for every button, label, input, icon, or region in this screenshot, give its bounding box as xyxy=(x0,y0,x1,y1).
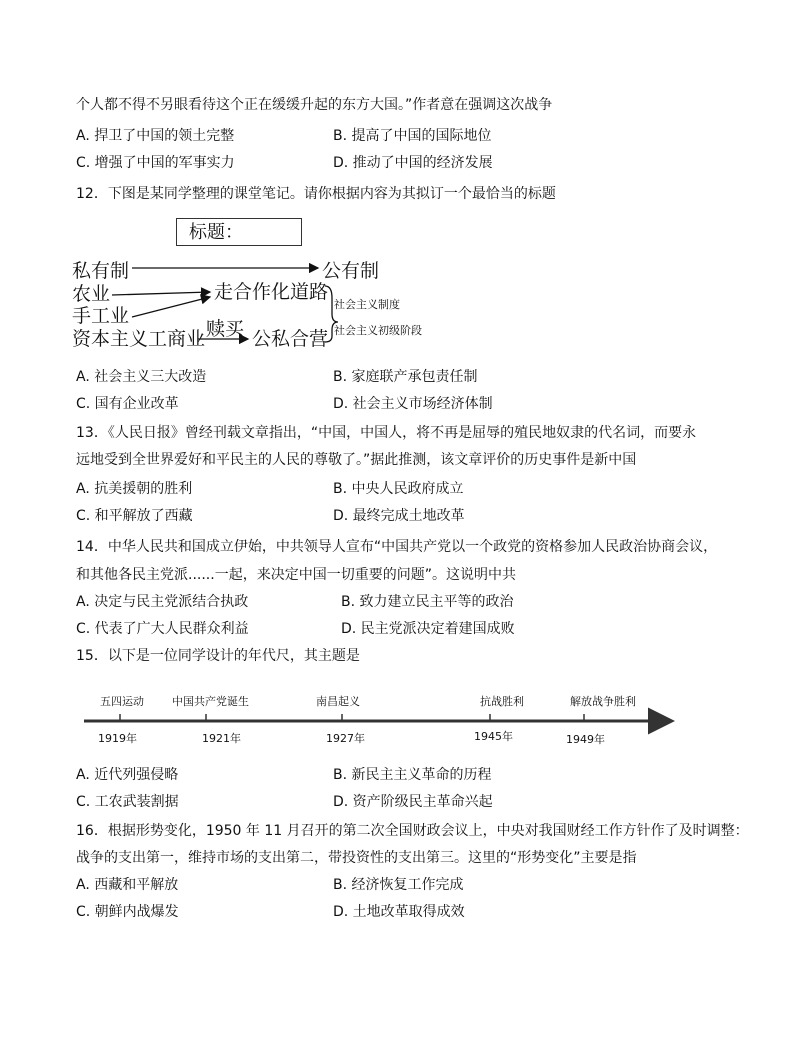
event-cpc-founded: 中国共产党诞生 xyxy=(172,695,249,708)
arrow-handicraft xyxy=(132,297,210,317)
q15-option-d: D. 资产阶级民主革命兴起 xyxy=(333,794,493,810)
label-public: 公有制 xyxy=(322,260,380,282)
arrow-agriculture xyxy=(112,292,210,295)
q15-option-b: B. 新民主主义革命的历程 xyxy=(333,767,492,783)
q12-option-d: D. 社会主义市场经济体制 xyxy=(333,396,493,412)
q14-option-c: C. 代表了广大人民群众利益 xyxy=(76,621,249,637)
q15-option-c: C. 工农武装割据 xyxy=(76,794,179,810)
event-nanchang: 南昌起义 xyxy=(316,695,360,708)
year-1927: 1927年 xyxy=(326,732,365,745)
label-cooperative: 走合作化道路 xyxy=(214,281,329,303)
event-anti-japanese-victory: 抗战胜利 xyxy=(480,695,524,708)
q16-option-b: B. 经济恢复工作完成 xyxy=(333,877,464,893)
q12-stem: 12．下图是某同学整理的课堂笔记。请你根据内容为其拟订一个最恰当的标题 xyxy=(76,186,556,202)
event-may-fourth: 五四运动 xyxy=(100,695,144,708)
q11-option-d: D. 推动了中国的经济发展 xyxy=(333,155,493,171)
year-1921: 1921年 xyxy=(202,732,241,745)
q14-option-d: D. 民主党派决定着建国成败 xyxy=(341,621,515,637)
label-private: 私有制 xyxy=(72,260,130,282)
q16-option-c: C. 朝鲜内战爆发 xyxy=(76,904,179,920)
q11-option-b: B. 提高了中国的国际地位 xyxy=(333,128,492,144)
label-capitalist: 资本主义工商业 xyxy=(72,328,206,350)
q12-option-b: B. 家庭联产承包责任制 xyxy=(333,369,478,385)
year-1945: 1945年 xyxy=(474,730,513,743)
q16-stem-line2: 战争的支出第一，维持市场的支出第二，带投资性的支出第三。这里的“形势变化”主要是指 xyxy=(76,850,637,866)
q13-option-d: D. 最终完成土地改革 xyxy=(333,508,465,524)
label-joint: 公私合营 xyxy=(252,328,329,350)
q11-option-a: A. 捍卫了中国的领土完整 xyxy=(76,128,235,144)
q16-option-d: D. 土地改革取得成效 xyxy=(333,904,465,920)
note-primary-stage: 社会主义初级阶段 xyxy=(334,324,422,337)
q14-option-b: B. 致力建立民主平等的政治 xyxy=(341,594,514,610)
title-label: 标题： xyxy=(189,222,243,243)
label-handicraft: 手工业 xyxy=(72,305,130,327)
q14-stem-line1: 14．中华人民共和国成立伊始，中共领导人宣布“中国共产党以一个政党的资格参加人民政治协商会议， xyxy=(76,539,718,555)
note-socialist-system: 社会主义制度 xyxy=(334,298,400,311)
q11-option-c: C. 增强了中国的军事实力 xyxy=(76,155,235,171)
q13-option-a: A. 抗美援朝的胜利 xyxy=(76,481,193,497)
q16-stem-line1: 16．根据形势变化，1950 年 11 月召开的第二次全国财政会议上，中央对我国财经工作方针作了及时调整： xyxy=(76,823,749,839)
q12-option-c: C. 国有企业改革 xyxy=(76,396,179,412)
label-agriculture: 农业 xyxy=(72,283,111,305)
q12-option-a: A. 社会主义三大改造 xyxy=(76,369,207,385)
q15-timeline xyxy=(84,690,684,750)
q12-notes-diagram xyxy=(70,218,430,358)
q14-option-a: A. 决定与民主党派结合执政 xyxy=(76,594,249,610)
q13-option-b: B. 中央人民政府成立 xyxy=(333,481,464,497)
q14-stem-line2: 和其他各民主党派......一起，来决定中国一切重要的问题”。这说明中共 xyxy=(76,567,516,583)
q11-stem: 个人都不得不另眼看待这个正在缓缓升起的东方大国。”作者意在强调这次战争 xyxy=(76,97,553,113)
q13-stem-line2: 远地受到全世界爱好和平民主的人民的尊敬了。”据此推测，该文章评价的历史事件是新中国 xyxy=(76,452,637,468)
year-1949: 1949年 xyxy=(566,733,605,746)
year-1919: 1919年 xyxy=(98,732,137,745)
event-liberation-victory: 解放战争胜利 xyxy=(570,695,636,708)
q15-option-a: A. 近代列强侵略 xyxy=(76,767,179,783)
q15-stem: 15．以下是一位同学设计的年代尺，其主题是 xyxy=(76,648,360,664)
q13-option-c: C. 和平解放了西藏 xyxy=(76,508,193,524)
label-redeem: 赎买 xyxy=(206,318,245,340)
q13-stem-line1: 13．《人民日报》曾经刊载文章指出，“中国，中国人，将不再是屈辱的殖民地奴隶的代名词，而要永 xyxy=(76,425,697,441)
q16-option-a: A. 西藏和平解放 xyxy=(76,877,179,893)
